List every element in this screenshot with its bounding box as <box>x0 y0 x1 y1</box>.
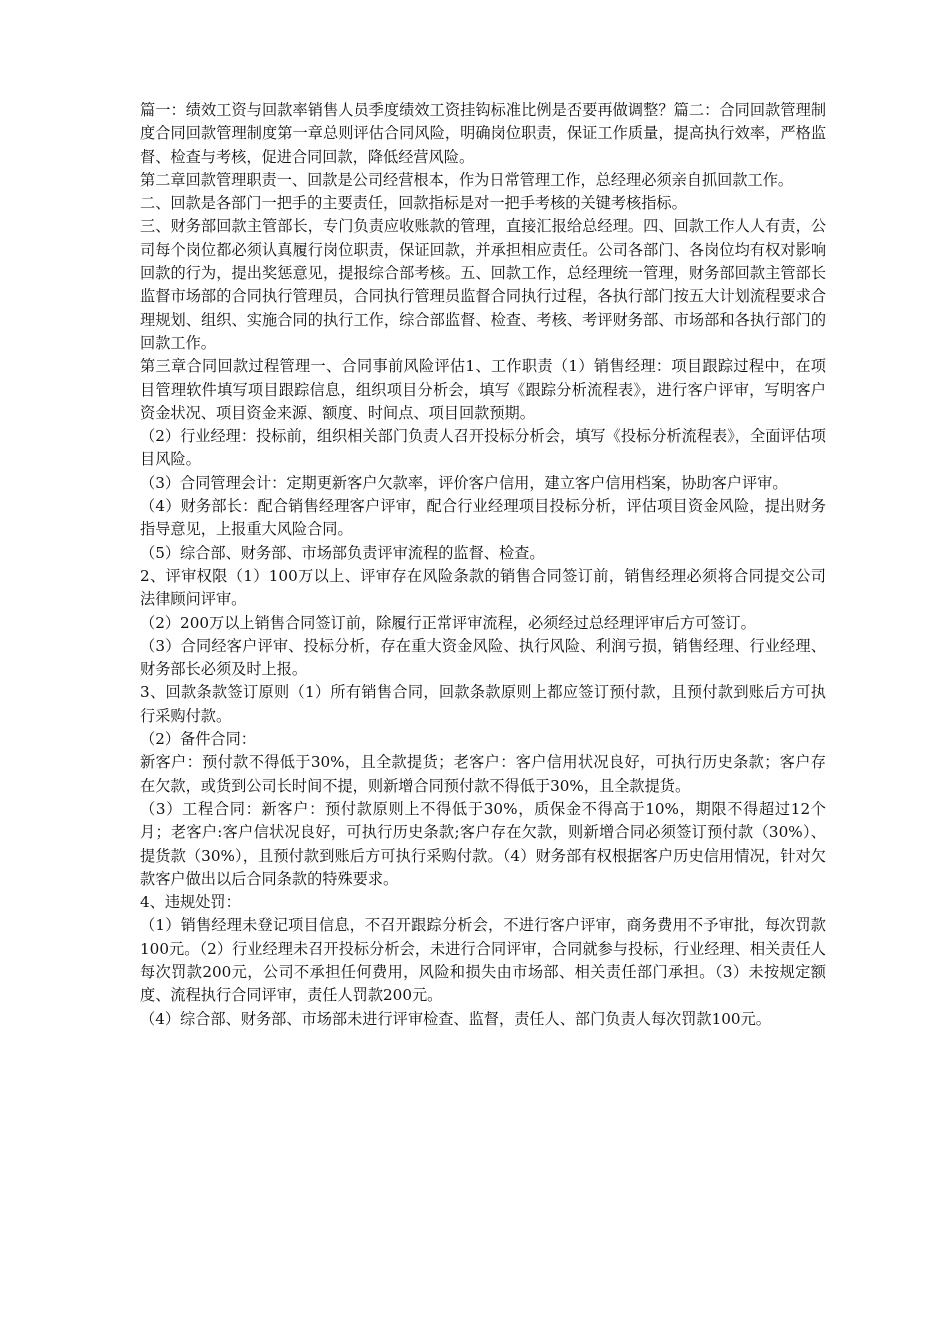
paragraph-review-authority: 2、评审权限（1）100万以上、评审存在风险条款的销售合同签订前，销售经理必须将合同提交公司法律顾问评审。 <box>140 566 826 609</box>
paragraph-penalties: （1）销售经理未登记项目信息，不召开跟踪分析会，不进行客户评审，商务费用不予审批，每次罚款100元。（2）行业经理未召开投标分析会，未进行合同评审，合同就参与投标，行业经理、相关责任人每次罚款200元，公司不承担任何费用，风险和损失由市场部、相关责任部门承担。（3）未按规定额度、流程执行合同评审，责任人罚款200元。 <box>140 916 826 1005</box>
paragraph-payment-terms: 3、回款条款签订原则（1）所有销售合同，回款条款原则上都应签订预付款，且预付款到账后方可执行采购付款。 <box>140 683 826 725</box>
paragraph-supervision: （5）综合部、财务部、市场部负责评审流程的监督、检查。 <box>140 543 545 562</box>
paragraph-engineering-contract: （3）工程合同：新客户：预付款原则上不得低于30%，质保金不得高于10%，期限不得超过12个月；老客户:客户信状况良好，可执行历史条款;客户存在欠款，则新增合同必须签订预付款（30%）、提货款（30%），且预付款到账后方可执行采购付款。（4）财务部有权根据客户历史信用情况，针对欠款客户做出以后合同条款的特殊要求。 <box>140 799 826 888</box>
document-body <box>140 99 826 1031</box>
paragraph-item-3: 三、财务部回款主管部长，专门负责应收账款的管理，直接汇报给总经理。四、回款工作人人有责，公司每个岗位都必须认真履行岗位职责，保证回款，并承担相应责任。公司各部门、各岗位均有权对影响回款的行为，提出奖惩意见，提报综合部考核。五、回款工作，总经理统一管理，财务部回款主管部长监督市场部的合同执行管理员，合同执行管理员监督合同执行过程，各执行部门按五大计划流程要求合理规划、组织、实施合同的执行工作，综合部监督、检查、考核、考评财务部、市场部和各执行部门的回款工作。 <box>140 217 826 352</box>
paragraph-chapter-3: 第三章合同回款过程管理一、合同事前风险评估1、工作职责（1）销售经理：项目跟踪过程中，在项目管理软件填写项目跟踪信息，组织项目分析会，填写《跟踪分析流程表》，进行客户评审，写明客户资金状况、项目资金来源、额度、时间点、项目回款预期。 <box>140 357 826 422</box>
paragraph-review-report: （3）合同经客户评审、投标分析，存在重大资金风险、执行风险、利润亏损，销售经理、行业经理、财务部长必须及时上报。 <box>140 636 826 679</box>
paragraph-contract-accountant: （3）合同管理会计：定期更新客户欠款率，评价客户信用，建立客户信用档案，协助客户评审。 <box>140 473 788 492</box>
paragraph-penalty-dept: （4）综合部、财务部、市场部未进行评审检查、监督，责任人、部门负责人每次罚款100元。 <box>140 1009 771 1028</box>
paragraph-industry-manager: （2）行业经理：投标前，组织相关部门负责人召开投标分析会，填写《投标分析流程表》，全面评估项目风险。 <box>140 427 826 469</box>
paragraph-finance-head: （4）财务部长：配合销售经理客户评审，配合行业经理项目投标分析，评估项目资金风险，提出财务指导意见，上报重大风险合同。 <box>140 497 826 539</box>
paragraph-parts-contract: （2）备件合同： <box>140 730 256 749</box>
paragraph-item-2: 二、回款是各部门一把手的主要责任，回款指标是对一把手考核的关键考核指标。 <box>140 194 687 213</box>
paragraph-intro: 篇一：绩效工资与回款率销售人员季度绩效工资挂钩标准比例是否要再做调整？篇二：合同回款管理制度合同回款管理制度第一章总则评估合同风险，明确岗位职责，保证工作质量，提高执行效率，严格监督、检查与考核，促进合同回款，降低经营风险。 <box>140 101 826 166</box>
paragraph-review-200w: （2）200万以上销售合同签订前，除履行正常评审流程，必须经过总经理评审后方可签订。 <box>140 613 756 632</box>
paragraph-chapter-2: 第二章回款管理职责一、回款是公司经营根本，作为日常管理工作，总经理必须亲自抓回款工作。 <box>140 170 794 189</box>
paragraph-violations-heading: 4、违规处罚： <box>140 893 241 912</box>
paragraph-new-customer: 新客户：预付款不得低于30%，且全款提货；老客户：客户信用状况良好，可执行历史条款；客户存在欠款，或货到公司长时间不提，则新增合同预付款不得低于30%，且全款提货。 <box>140 753 826 795</box>
